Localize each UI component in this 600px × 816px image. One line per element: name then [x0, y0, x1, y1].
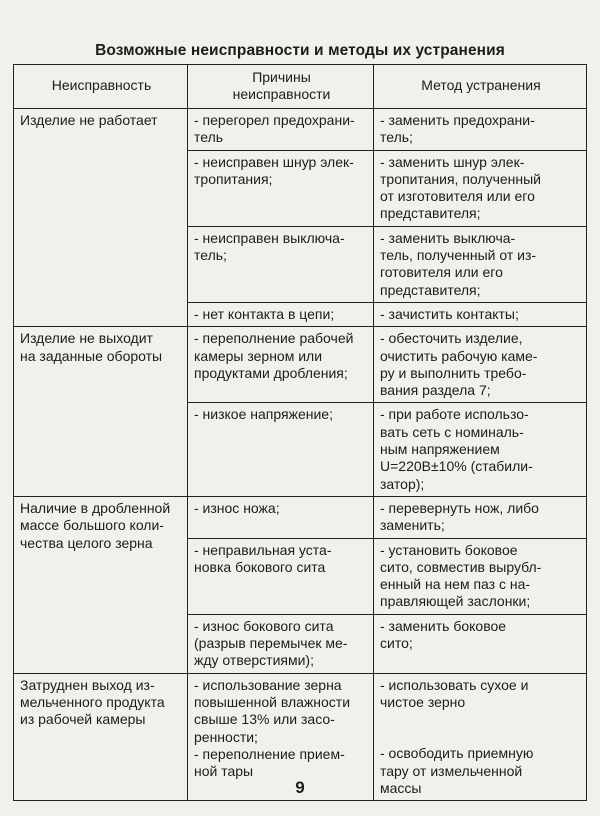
- spacer: [380, 711, 582, 728]
- method-cell: - при работе использо- вать сеть с номиналь- ным напряжением U=220В±10% (стабили- затор);: [374, 403, 587, 496]
- cause-cell: - неправильная уста- новка бокового сита: [188, 538, 374, 614]
- method-cell: - установить боковое сито, совместив вырубл- енный на нем паз с на- правляющей заслонки;: [374, 538, 587, 614]
- table-row: [14, 327, 587, 403]
- page-title: Возможные неисправности и методы их устранения: [95, 42, 505, 59]
- table-header-row: [14, 65, 587, 109]
- cause-cell: - износ бокового сита (разрыв перемычек ме- жду отверстиями);: [188, 614, 374, 673]
- cause-cell: - перегорел предохрани- тель: [188, 109, 374, 151]
- spacer: [380, 728, 582, 745]
- cause-cell: - износ ножа;: [188, 496, 374, 538]
- fault-cell: Затруднен выход из- мельченного продукта из рабочей камеры: [14, 673, 188, 800]
- cause-cell: - нет контакта в цепи;: [188, 302, 374, 326]
- cause-cell: - неисправен выключа- тель;: [188, 226, 374, 302]
- header-fault: Неисправность: [14, 65, 188, 109]
- fault-cell: Изделие не работает: [14, 109, 188, 327]
- fault-cell: Изделие не выходит на заданные обороты: [14, 327, 188, 497]
- method-cell: - заменить выключа- тель, полученный от из- готовителя или его представителя;: [374, 226, 587, 302]
- method-cell: - заменить шнур элек- тропитания, полученный от изготовителя или его представителя;: [374, 150, 587, 226]
- cause-cell: - использование зерна повышенной влажности свыше 13% или засо- ренности; - переполнение прием- ной тары: [188, 673, 374, 800]
- table-row: [14, 496, 587, 538]
- method-cell: - заменить боковое сито;: [374, 614, 587, 673]
- method-cell: - использовать сухое и чистое зерно - освободить приемную тару от измельченной массы: [374, 673, 587, 800]
- method-cell: - заменить предохрани- тель;: [374, 109, 587, 151]
- page-number: 9: [295, 778, 305, 797]
- cause-cell: - низкое напряжение;: [188, 403, 374, 496]
- cause-cell: - неисправен шнур элек- тропитания;: [188, 150, 374, 226]
- method-cell: - зачистить контакты;: [374, 302, 587, 326]
- method-cell: - перевернуть нож, либо заменить;: [374, 496, 587, 538]
- fault-cell: Наличие в дробленной массе большого коли- чества целого зерна: [14, 496, 188, 673]
- table-row: [14, 109, 587, 151]
- method-cell: - обесточить изделие, очистить рабочую каме- ру и выполнить требо- вания раздела 7;: [374, 327, 587, 403]
- cause-cell: - переполнение рабочей камеры зерном или продуктами дробления;: [188, 327, 374, 403]
- header-causes: Причины неисправности: [188, 65, 374, 109]
- header-method: Метод устранения: [374, 65, 587, 109]
- troubleshooting-table: [13, 64, 587, 801]
